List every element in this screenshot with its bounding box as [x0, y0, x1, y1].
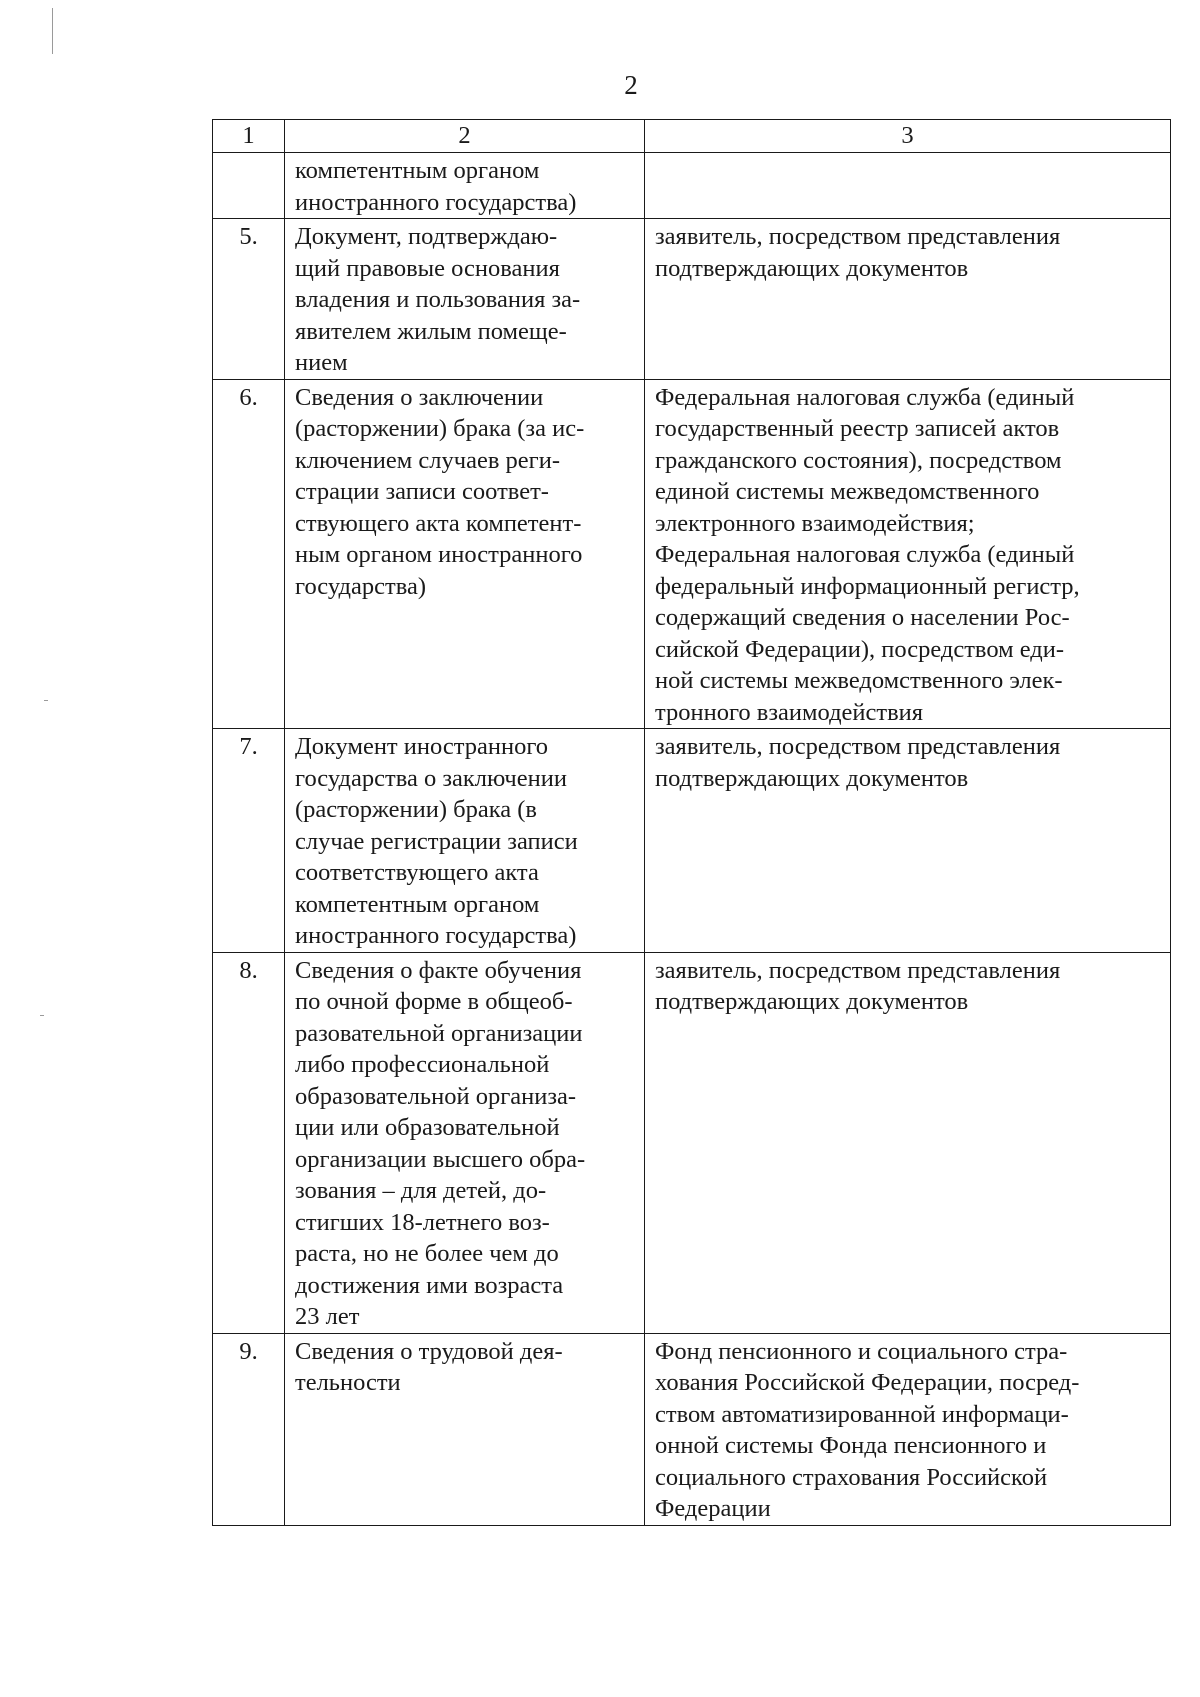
source-line: сийской Федерации), посредством еди-	[655, 635, 1065, 663]
source-line: ством автоматизированной информаци-	[655, 1400, 1069, 1428]
document-line: ключением случаев реги-	[295, 446, 560, 474]
source-line: подтверждающих документов	[655, 254, 969, 282]
row-number: 5.	[213, 219, 285, 380]
document-line: государства)	[295, 572, 427, 600]
document-line: раста, но не более чем до	[295, 1240, 559, 1267]
document-line: Документ иностранного	[295, 733, 549, 760]
document-line: владения и пользования за-	[295, 286, 581, 313]
source-line: Федерации	[655, 1495, 771, 1522]
source-cell	[645, 729, 1171, 953]
document-cell	[285, 1333, 645, 1525]
document-line: (расторжении) брака (в	[295, 796, 537, 823]
table-row	[213, 1333, 1171, 1525]
scan-artifact	[52, 8, 53, 54]
source-line: Федеральная налоговая служба (единый	[655, 383, 1075, 411]
document-cell	[285, 219, 645, 380]
document-line: стигших 18-летнего воз-	[295, 1208, 550, 1236]
source-line: содержащий сведения о населении Рос-	[655, 604, 1070, 631]
document-line: организации высшего обра-	[295, 1145, 586, 1173]
table-row	[213, 219, 1171, 380]
source-line: заявитель, посредством представления	[655, 223, 1061, 250]
document-line: либо профессиональной	[295, 1051, 550, 1078]
source-line: ной системы межведомственного элек-	[655, 667, 1063, 694]
document-cell	[285, 153, 645, 219]
table-row	[213, 153, 1171, 219]
source-cell	[645, 952, 1171, 1333]
document-line: ствующего акта компетент-	[295, 509, 582, 537]
document-cell	[285, 379, 645, 729]
column-header: 2	[285, 120, 645, 153]
row-number: 8.	[213, 952, 285, 1333]
document-line: страции записи соответ-	[295, 478, 549, 505]
document-line: разовательной организации	[295, 1019, 583, 1047]
source-line: единой системы межведомственного	[655, 478, 1040, 505]
scan-artifact	[44, 700, 48, 701]
table-row	[213, 379, 1171, 729]
document-line: щий правовые основания	[295, 254, 560, 282]
row-number	[213, 153, 285, 219]
row-number: 6.	[213, 379, 285, 729]
document-line: иностранного государства)	[295, 922, 577, 949]
table-row	[213, 729, 1171, 953]
document-line: (расторжении) брака (за ис-	[295, 415, 585, 442]
document-line: Сведения о трудовой дея-	[295, 1337, 563, 1365]
source-line: хования Российской Федерации, посред-	[655, 1369, 1080, 1396]
source-cell	[645, 1333, 1171, 1525]
document-line: достижения ими возраста	[295, 1271, 564, 1299]
table-header-row	[213, 120, 1171, 153]
row-number: 7.	[213, 729, 285, 953]
source-cell	[645, 379, 1171, 729]
document-line: 23 лет	[295, 1303, 360, 1330]
source-line: подтверждающих документов	[655, 988, 969, 1015]
source-line: электронного взаимодействия;	[655, 509, 975, 537]
document-line: образовательной организа-	[295, 1082, 577, 1110]
documents-table	[212, 119, 1171, 1526]
document-cell	[285, 952, 645, 1333]
document-line: иностранного государства)	[295, 188, 577, 216]
document-line: ции или образовательной	[295, 1114, 560, 1141]
source-line: государственный реестр записей актов	[655, 415, 1060, 442]
page-number: 2	[624, 70, 638, 100]
source-line: федеральный информационный регистр,	[655, 572, 1080, 600]
source-line: онной системы Фонда пенсионного и	[655, 1432, 1047, 1459]
document-line: Сведения о заключении	[295, 383, 544, 411]
document-line: тельности	[295, 1369, 401, 1396]
row-number: 9.	[213, 1333, 285, 1525]
document-line: явителем жилым помеще-	[295, 317, 567, 345]
document-line: нием	[295, 349, 348, 376]
source-line: гражданского состояния), посредством	[655, 446, 1062, 474]
document-line: ным органом иностранного	[295, 541, 583, 568]
document-line: по очной форме в общеоб-	[295, 988, 573, 1015]
document-line: зования – для детей, до-	[295, 1177, 547, 1204]
source-line: Федеральная налоговая служба (единый	[655, 541, 1075, 568]
table-body	[213, 153, 1171, 1526]
document-line: соответствующего акта	[295, 859, 539, 886]
source-line: заявитель, посредством представления	[655, 956, 1061, 984]
source-line: социального страхования Российской	[655, 1463, 1048, 1491]
document-cell	[285, 729, 645, 953]
document-line: Сведения о факте обучения	[295, 956, 582, 984]
column-header: 1	[213, 120, 285, 153]
column-header: 3	[645, 120, 1171, 153]
document-line: Документ, подтверждаю-	[295, 223, 558, 250]
source-cell	[645, 219, 1171, 380]
scan-artifact	[40, 1015, 44, 1016]
document-line: случае регистрации записи	[295, 827, 578, 855]
source-cell	[645, 153, 1171, 219]
source-line: тронного взаимодействия	[655, 698, 924, 726]
document-line: компетентным органом	[295, 890, 540, 918]
document-line: государства о заключении	[295, 764, 567, 792]
table-row	[213, 952, 1171, 1333]
source-line: заявитель, посредством представления	[655, 733, 1061, 760]
document-line: компетентным органом	[295, 157, 540, 184]
source-line: подтверждающих документов	[655, 764, 969, 792]
source-line: Фонд пенсионного и социального стра-	[655, 1337, 1068, 1365]
